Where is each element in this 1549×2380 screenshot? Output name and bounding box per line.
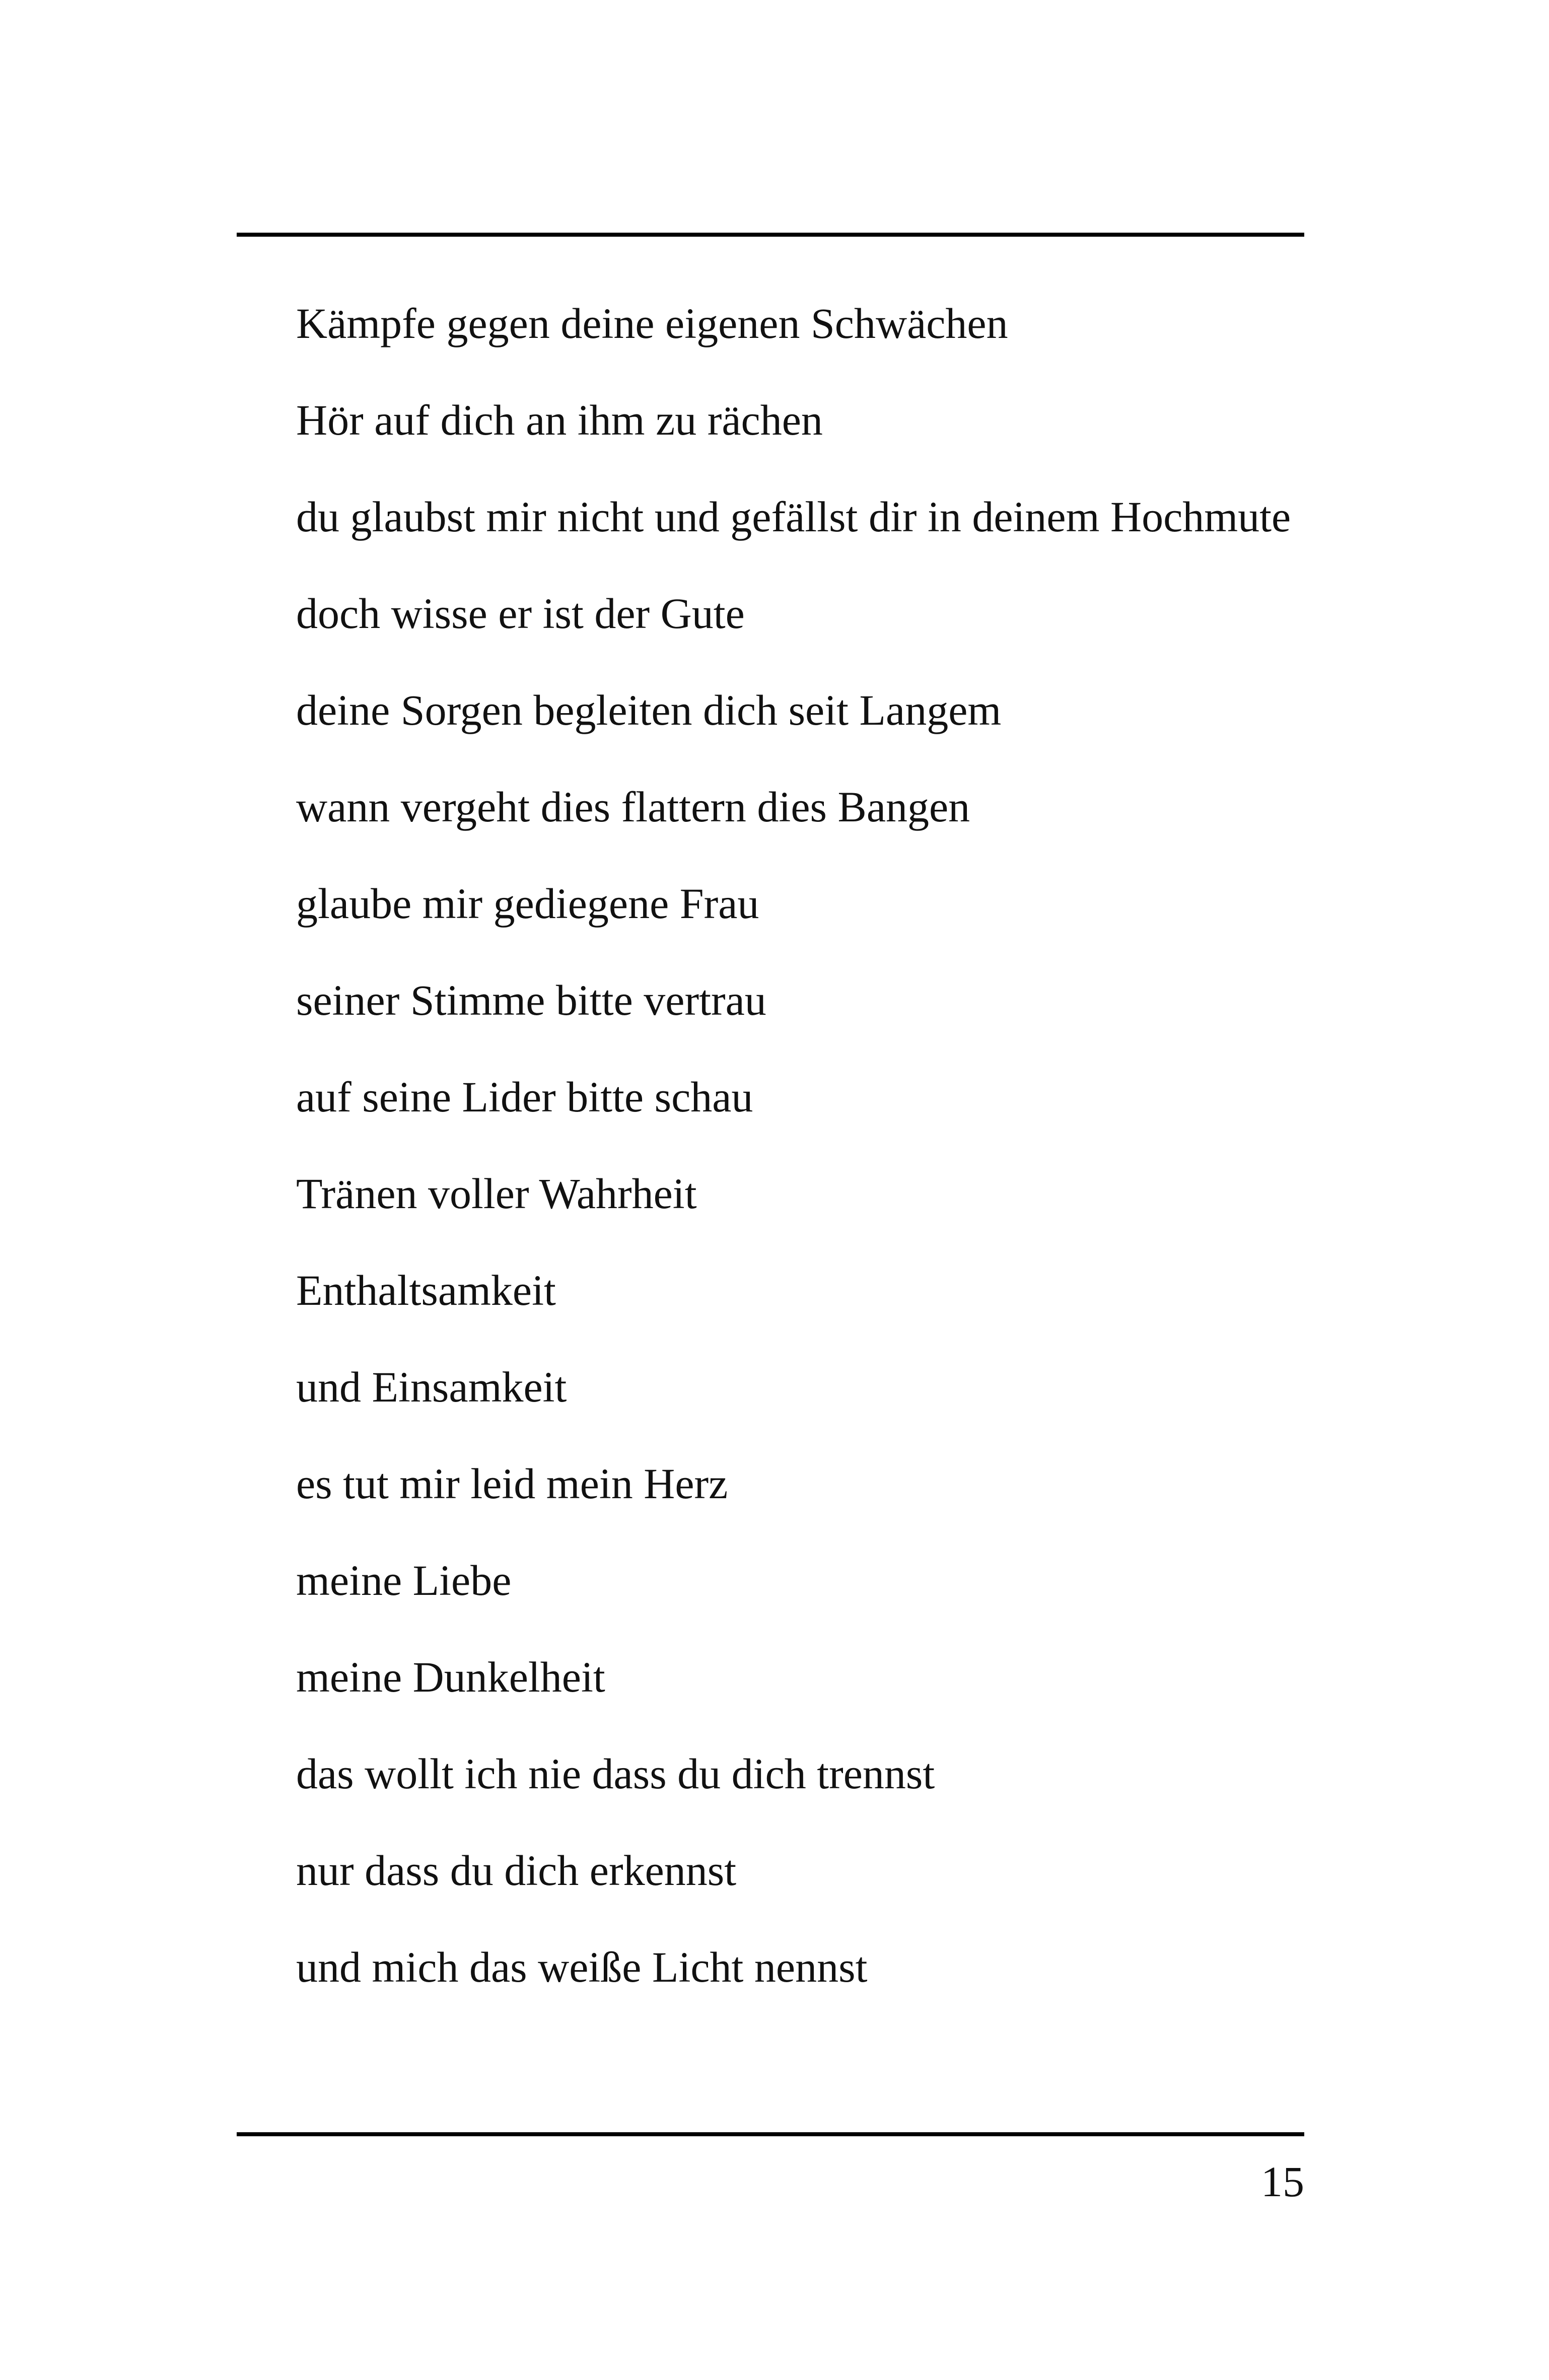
- poem-line: Tränen voller Wahrheit: [296, 1169, 697, 1218]
- poem-line: meine Dunkelheit: [296, 1653, 605, 1701]
- poem-line: es tut mir leid mein Herz: [296, 1459, 728, 1508]
- poem-line: Hör auf dich an ihm zu rächen: [296, 396, 823, 444]
- poem-line: und mich das weiße Licht nennst: [296, 1943, 868, 1991]
- poem-line: doch wisse er ist der Gute: [296, 589, 745, 638]
- poem-line: Enthaltsamkeit: [296, 1266, 556, 1314]
- poem-line: du glaubst mir nicht und gefällst dir in deinem Hochmute: [296, 493, 1291, 541]
- poem-line: und Einsamkeit: [296, 1363, 567, 1411]
- poem-line: seiner Stimme bitte vertrau: [296, 976, 766, 1024]
- poem-line: das wollt ich nie dass du dich trennst: [296, 1749, 935, 1798]
- poem-line: Kämpfe gegen deine eigenen Schwächen: [296, 299, 1008, 347]
- page-number: 15: [1261, 2157, 1304, 2206]
- poem-text: [237, 292, 1304, 2033]
- top-divider: [237, 233, 1304, 237]
- poem-line: deine Sorgen begleiten dich seit Langem: [296, 686, 1002, 734]
- poem-line: glaube mir gediegene Frau: [296, 879, 759, 928]
- bottom-divider: [237, 2132, 1304, 2136]
- poem-line: auf seine Lider bitte schau: [296, 1073, 753, 1121]
- poem-line: nur dass du dich erkennst: [296, 1846, 737, 1895]
- poem-line: wann vergeht dies flattern dies Bangen: [296, 783, 970, 831]
- poem-line: meine Liebe: [296, 1556, 512, 1604]
